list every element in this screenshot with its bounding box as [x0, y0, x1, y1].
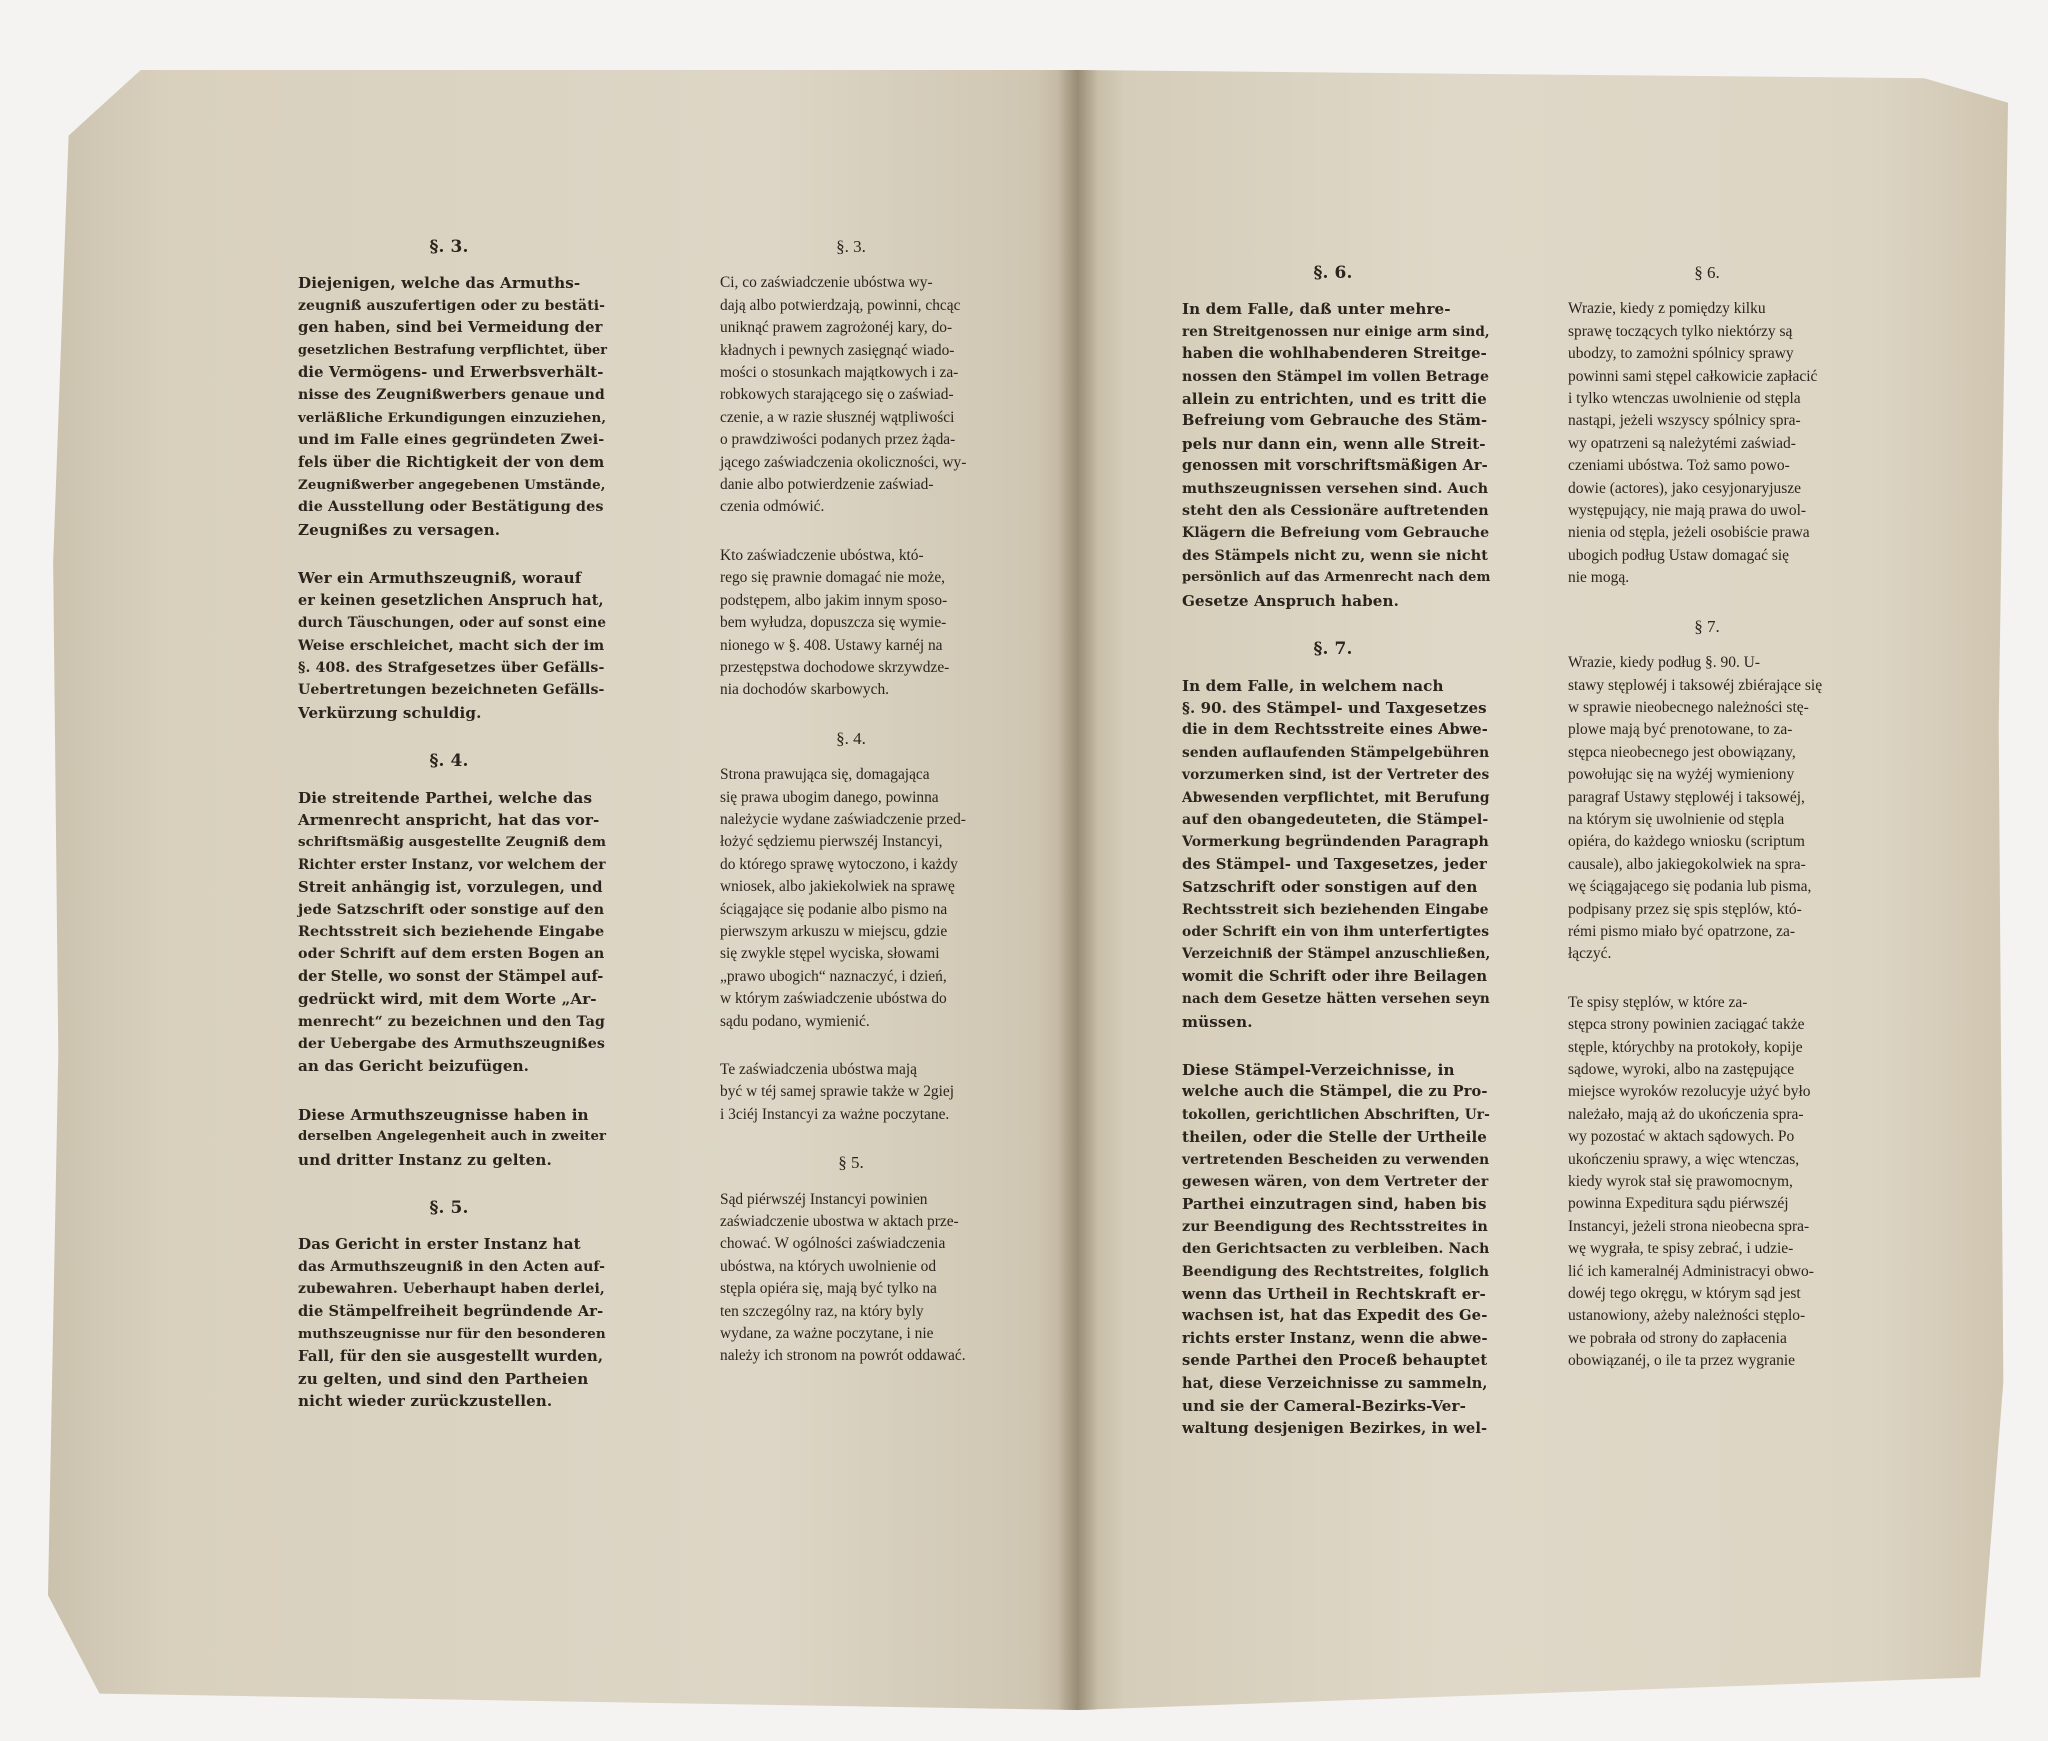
- text-line: menrecht“ zu bezeichnen und den Tag: [298, 1013, 605, 1030]
- text-line: chować. W ogólności zaświadczenia: [720, 1235, 946, 1253]
- text-line: nienia od stępla, jeżeli osobiście prawa: [1568, 524, 1810, 542]
- text-line: gewesen wären, von dem Vertreter der: [1182, 1174, 1489, 1191]
- text-line: Diejenigen, welche das Armuths-: [298, 274, 581, 293]
- paragraph: [268, 567, 630, 724]
- text-line: an das Gericht beizufügen.: [298, 1057, 530, 1076]
- text-line: Armenrecht anspricht, hat das vor-: [298, 810, 600, 829]
- text-line: miejsce wyroków rezolucyje użyć było: [1568, 1083, 1811, 1101]
- text-line: bem wyłudza, dopuszcza się wymie-: [720, 614, 947, 632]
- text-line: i 3ciéj Instancyi za ważne poczytane.: [720, 1105, 950, 1123]
- text-line: zur Beendigung des Rechtsstreites in: [1182, 1218, 1488, 1235]
- text-line: nia dochodów skarbowych.: [720, 681, 890, 699]
- text-line: nionego w §. 408. Ustawy karnéj na: [720, 636, 943, 654]
- text-line: schriftsmäßig ausgestellte Zeugniß dem: [298, 834, 607, 851]
- text-line: die Ausstellung oder Bestätigung des: [298, 499, 604, 516]
- text-line: richts erster Instanz, wenn die abwe-: [1182, 1329, 1488, 1347]
- text-line: należy ich stronom na powrót oddawać.: [720, 1347, 966, 1365]
- text-line: die Stämpelfreiheit begründende Ar-: [298, 1302, 604, 1320]
- text-line: Rechtsstreit sich beziehenden Eingabe: [1182, 901, 1489, 918]
- text-line: należycie wydane zaświadczenie przed-: [720, 810, 966, 828]
- text-line: Verkürzung schuldig.: [298, 703, 482, 722]
- paragraph: [690, 272, 1012, 518]
- section-heading: § 6.: [1694, 263, 1720, 282]
- text-line: stępla opiéra się, mają być tylko na: [720, 1280, 937, 1298]
- section-heading: §. 6.: [1313, 263, 1353, 283]
- text-line: der Stelle, wo sonst der Stämpel auf-: [298, 967, 604, 985]
- text-line: hat, diese Verzeichnisse zu sammeln,: [1182, 1374, 1488, 1392]
- text-line: na którym się uwolnienie od stępla: [1568, 810, 1785, 828]
- text-line: ubogich podług Ustaw domagać się: [1568, 546, 1790, 564]
- text-line: die Vermögens- und Erwerbsverhält-: [298, 364, 604, 382]
- text-line: nossen den Stämpel im vollen Betrage: [1182, 368, 1490, 385]
- text-line: dają albo potwierdzają, powinni, chcąc: [720, 296, 961, 314]
- text-line: występujący, nie mają prawa do uwol-: [1568, 502, 1807, 520]
- text-line: In dem Falle, in welchem nach: [1182, 676, 1444, 695]
- text-line: sprawę toczących tylko niektórzy są: [1568, 322, 1793, 340]
- text-line: senden auflaufenden Stämpelgebühren: [1182, 744, 1490, 761]
- text-line: und im Falle eines gegründeten Zwei-: [298, 432, 605, 449]
- right-page-polish-column: [1538, 262, 1876, 1399]
- text-line: podpisany przez się spis stęplów, któ-: [1568, 900, 1802, 918]
- text-line: Instancyi, jeżeli strona nieobecna spra-: [1568, 1217, 1810, 1235]
- text-line: zubewahren. Ueberhaupt haben derlei,: [298, 1281, 605, 1298]
- text-line: haben die wohlhabenderen Streitge-: [1182, 345, 1487, 363]
- text-line: ren Streitgenossen nur einige arm sind,: [1182, 323, 1490, 340]
- text-line: Gesetze Anspruch haben.: [1182, 591, 1399, 610]
- text-line: Richter erster Instanz, vor welchem der: [298, 856, 606, 873]
- text-line: er keinen gesetzlichen Anspruch hat,: [298, 591, 604, 609]
- text-line: Befreiung vom Gebrauche des Stäm-: [1182, 412, 1488, 430]
- text-line: wenn das Urtheil in Rechtskraft er-: [1182, 1285, 1486, 1304]
- text-line: und sie der Cameral-Bezirks-Ver-: [1182, 1397, 1466, 1416]
- section-heading: §. 4.: [836, 728, 866, 748]
- text-line: womit die Schrift oder ihre Beilagen: [1182, 967, 1488, 985]
- text-line: kiedy wyrok stał się prawomocnym,: [1568, 1173, 1793, 1191]
- text-line: sądowe, wyroki, albo na zastępujące: [1568, 1061, 1795, 1078]
- text-line: lić ich kameralnéj Administracyi obwo-: [1568, 1262, 1814, 1280]
- text-line: Zeugnißwerber angegebenen Umstände,: [298, 477, 606, 494]
- paragraph: [1152, 675, 1514, 1034]
- text-line: vorzumerken sind, ist der Vertreter des: [1182, 767, 1490, 784]
- text-line: oder Schrift ein von ihm unterfertigtes: [1182, 923, 1490, 940]
- text-line: powinni sami stępel całkowicie zapłacić: [1568, 367, 1818, 385]
- text-line: czenia odmówić.: [720, 498, 825, 516]
- section-heading: §. 7.: [1313, 639, 1353, 660]
- text-line: stawy stęplowéj i taksowéj zbiérające się: [1568, 676, 1823, 694]
- text-line: welche auch die Stämpel, die zu Pro-: [1182, 1083, 1488, 1101]
- text-line: powinna Expeditura sądu piérwszéj: [1568, 1195, 1789, 1213]
- text-line: łożyć sędziemu pierwszéj Instancyi,: [720, 833, 943, 851]
- text-line: Vormerkung begründenden Paragraph: [1182, 834, 1489, 851]
- text-line: opiéra, do każdego wniosku (scriptum: [1568, 833, 1805, 851]
- text-line: muthszeugnissen versehen sind. Auch: [1182, 480, 1489, 497]
- paragraph: [1538, 652, 1876, 966]
- left-page-polish-column: [690, 236, 1012, 1394]
- paragraph: [690, 1059, 1012, 1126]
- text-line: Wrazie, kiedy podług §. 90. U-: [1568, 654, 1761, 672]
- text-line: ukończeniu sprawy, a więc wtenczas,: [1568, 1150, 1800, 1168]
- text-line: Te zaświadczenia ubóstwa mają: [720, 1061, 917, 1078]
- text-line: gesetzlichen Bestrafung verpflichtet, über: [298, 342, 608, 358]
- text-line: powołując się na wyżéj wymieniony: [1568, 766, 1795, 784]
- text-line: stępca nieobecnego jest obowiązany,: [1568, 743, 1796, 761]
- text-line: durch Täuschungen, oder auf sonst eine: [298, 615, 607, 632]
- text-line: zeugniß auszufertigen oder zu bestäti-: [298, 297, 606, 314]
- text-line: verläßliche Erkundigungen einzuziehen,: [298, 409, 607, 426]
- text-line: danie albo potwierdzenie zaświad-: [720, 476, 934, 494]
- text-line: pierwszym arkuszu w miejscu, gdzie: [720, 922, 948, 940]
- text-line: Parthei einzutragen sind, haben bis: [1182, 1195, 1487, 1214]
- text-line: Kto zaświadczenie ubóstwa, któ-: [720, 546, 924, 564]
- text-line: ubóstwa, na których uwolnienie od: [720, 1257, 937, 1275]
- text-line: jącego zaświadczenia okoliczności, wy-: [720, 453, 967, 471]
- text-line: der Uebergabe des Armuthszeugnißes: [298, 1036, 605, 1052]
- section-heading: § 7.: [1694, 616, 1720, 636]
- text-line: oder Schrift auf dem ersten Bogen an: [298, 946, 605, 963]
- paragraph: [690, 545, 1012, 702]
- text-line: Wer ein Armuthszeugniß, worauf: [298, 569, 582, 588]
- paragraph: [1538, 298, 1876, 589]
- text-line: muthszeugnisse nur für den besonderen: [298, 1326, 606, 1343]
- right-page-german-column: [1152, 262, 1514, 1466]
- text-line: wniosek, albo jakiekolwiek na sprawę: [720, 878, 955, 896]
- text-line: uniknąć prawem zagrożonéj kary, do-: [720, 319, 953, 337]
- text-line: Sąd piérwszéj Instancyi powinien: [720, 1190, 928, 1208]
- text-line: czeniami ubóstwa. Toż samo powo-: [1568, 457, 1790, 475]
- text-line: theilen, oder die Stelle der Urtheile: [1182, 1128, 1487, 1147]
- section-heading: § 5.: [838, 1153, 864, 1173]
- text-line: mości o stosunkach majątkowych i za-: [720, 364, 959, 382]
- text-line: sądu podano, wymienić.: [720, 1012, 870, 1030]
- text-line: Te spisy stęplów, w które za-: [1568, 993, 1748, 1011]
- text-line: Diese Armuthszeugnisse haben in: [298, 1105, 589, 1124]
- text-line: Abwesenden verpflichtet, mit Berufung: [1182, 789, 1490, 806]
- paragraph: [690, 764, 1012, 1033]
- text-line: przestępstwa dochodowe skrzywdze-: [720, 658, 950, 676]
- text-line: rémi pismo miało być opatrzone, za-: [1568, 922, 1796, 940]
- text-line: Klägern die Befreiung vom Gebrauche: [1182, 525, 1490, 542]
- text-line: do którego sprawę wytoczono, i każdy: [720, 855, 958, 873]
- text-line: czenie, a w razie słusznéj wątpliwości: [720, 408, 955, 426]
- text-line: stępca strony powinien zaciągać także: [1568, 1016, 1805, 1034]
- text-line: plowe mają być prenotowane, to za-: [1568, 721, 1793, 739]
- text-line: und dritter Instanz zu gelten.: [298, 1150, 552, 1169]
- text-line: wachsen ist, hat das Expedit des Ge-: [1182, 1307, 1488, 1325]
- text-line: obowiązanéj, o ile ta przez wygranie: [1568, 1352, 1795, 1370]
- text-line: Wrazie, kiedy z pomiędzy kilku: [1568, 300, 1766, 318]
- text-line: robkowych starającego się o zaświad-: [720, 386, 954, 404]
- text-line: das Armuthszeugniß in den Acten auf-: [298, 1258, 606, 1275]
- text-line: Das Gericht in erster Instanz hat: [298, 1235, 581, 1254]
- text-line: nastąpi, jeżeli wszyscy spólnicy spra-: [1568, 412, 1801, 430]
- text-line: Beendigung des Rechtstreites, folglich: [1182, 1263, 1490, 1280]
- paragraph: [690, 1189, 1012, 1368]
- text-line: dowie (actores), jako cesyjonaryjusze: [1568, 479, 1802, 497]
- text-line: Uebertretungen bezeichneten Gefälls-: [298, 682, 605, 699]
- text-line: o prawdziwości podanych przez żąda-: [720, 431, 956, 449]
- paragraph: [1152, 298, 1514, 612]
- text-line: ten szczególny raz, na który byly: [720, 1302, 924, 1320]
- text-line: die in dem Rechtsstreite eines Abwe-: [1182, 721, 1488, 739]
- text-line: nie mogą.: [1568, 569, 1630, 587]
- paragraph: [268, 1104, 630, 1171]
- text-line: den Gerichtsacten zu verbleiben. Nach: [1182, 1241, 1490, 1258]
- text-line: nach dem Gesetze hätten versehen seyn: [1182, 991, 1490, 1008]
- text-line: pels nur dann ein, wenn alle Streit-: [1182, 434, 1486, 453]
- section-heading: §. 4.: [429, 751, 469, 772]
- text-line: dowéj tego okręgu, w którym sąd jest: [1568, 1285, 1801, 1303]
- text-line: derselben Angelegenheit auch in zweiter: [298, 1129, 607, 1145]
- text-line: nicht wieder zurückzustellen.: [298, 1392, 553, 1411]
- text-line: des Stämpel- und Taxgesetzes, jeder: [1182, 855, 1487, 873]
- text-line: Verzeichniß der Stämpel anzuschließen,: [1182, 946, 1491, 963]
- text-line: kładnych i pewnych zasięgnąć wiado-: [720, 341, 955, 359]
- text-line: zaświadczenie ubostwa w aktach prze-: [720, 1213, 959, 1231]
- section-heading: §. 3.: [836, 237, 866, 256]
- text-line: paragraf Ustawy stęplowéj i taksowéj,: [1568, 788, 1805, 806]
- text-line: Zeugnißes zu versagen.: [298, 520, 501, 539]
- text-line: ściągające się podanie albo pismo na: [720, 900, 948, 918]
- text-line: się prawa ubogim danego, powinna: [720, 788, 939, 806]
- text-line: In dem Falle, daß unter mehre-: [1182, 300, 1451, 319]
- text-line: wę ściągającego się podania lub pisma,: [1568, 878, 1812, 896]
- section-heading: §. 3.: [429, 237, 469, 257]
- text-line: „prawo ubogich“ naznaczyć, i dzień,: [720, 967, 947, 985]
- text-line: Satzschrift oder sonstigen auf den: [1182, 878, 1478, 897]
- text-line: wy opatrzeni są należytémi zaświad-: [1568, 434, 1796, 452]
- text-line: się zwykle stępel wyciska, słowami: [720, 945, 940, 963]
- text-line: jede Satzschrift oder sonstige auf den: [298, 901, 605, 918]
- text-line: sende Parthei den Proceß behauptet: [1182, 1352, 1488, 1370]
- text-line: być w téj samej sprawie także w 2giej: [720, 1083, 955, 1101]
- text-line: causale), albo jakiegokolwiek na spra-: [1568, 855, 1806, 873]
- text-line: §. 90. des Stämpel- und Taxgesetzes: [1182, 698, 1487, 717]
- text-line: i tylko wtenczas uwolnienie od stępla: [1568, 390, 1801, 408]
- text-line: nisse des Zeugnißwerbers genaue und: [298, 387, 605, 404]
- text-line: ustanowiony, ażeby należności stęplo-: [1568, 1307, 1806, 1325]
- left-page-german-column: [268, 236, 630, 1439]
- text-line: zu gelten, und sind den Partheien: [298, 1369, 589, 1388]
- paragraph: [268, 1233, 630, 1412]
- text-line: ubodzy, to zamożni spólnicy sprawy: [1568, 345, 1794, 363]
- text-line: wę wygrała, te spisy zebrać, i udzie-: [1568, 1240, 1794, 1258]
- text-line: allein zu entrichten, und es tritt die: [1182, 390, 1487, 409]
- text-line: §. 408. des Strafgesetzes über Gefälls-: [298, 659, 605, 676]
- text-line: Streit anhängig ist, vorzulegen, und: [298, 878, 603, 897]
- text-line: Strona prawująca się, domagająca: [720, 766, 930, 784]
- section-heading: §. 5.: [429, 1198, 469, 1219]
- text-line: Ci, co zaświadczenie ubóstwa wy-: [720, 274, 933, 292]
- text-line: fels über die Richtigkeit der von dem: [298, 453, 605, 471]
- text-line: persönlich auf das Armenrecht nach dem: [1182, 570, 1491, 586]
- text-line: rego się prawnie domagać nie może,: [720, 569, 946, 587]
- text-line: Rechtsstreit sich beziehende Eingabe: [298, 923, 605, 940]
- text-line: wy pozostać w aktach sądowych. Po: [1568, 1128, 1795, 1146]
- text-line: des Stämpels nicht zu, wenn sie nicht: [1182, 547, 1488, 564]
- text-line: tokollen, gerichtlichen Abschriften, Ur-: [1182, 1106, 1490, 1123]
- text-line: Fall, für den sie ausgestellt wurden,: [298, 1347, 604, 1366]
- text-line: Weise erschleichet, macht sich der im: [298, 637, 605, 654]
- paragraph: [268, 787, 630, 1078]
- text-line: gedrückt wird, mit dem Worte „Ar-: [298, 990, 597, 1009]
- paragraph: [1538, 992, 1876, 1373]
- text-line: we pobrała od strony do zapłacenia: [1568, 1329, 1787, 1347]
- text-line: vertretenden Bescheiden zu verwenden: [1182, 1151, 1490, 1168]
- text-line: wydane, za ważne poczytane, i nie: [720, 1325, 934, 1343]
- paragraph: [268, 272, 630, 541]
- text-line: w sprawie nieobecnego należności stę-: [1568, 698, 1809, 716]
- text-line: genossen mit vorschriftsmäßigen Ar-: [1182, 457, 1488, 475]
- text-line: steht den als Cessionäre auftretenden: [1182, 503, 1489, 520]
- text-line: w którym zaświadczenie ubóstwa do: [720, 990, 947, 1008]
- text-line: müssen.: [1182, 1012, 1253, 1031]
- text-line: stęple, którychby na protokoły, kopije: [1568, 1038, 1803, 1056]
- text-line: należało, mają aż do ukończenia spra-: [1568, 1105, 1804, 1123]
- text-line: waltung desjenigen Bezirkes, in wel-: [1182, 1419, 1488, 1437]
- text-line: Diese Stämpel-Verzeichnisse, in: [1182, 1061, 1455, 1079]
- text-line: łączyć.: [1568, 945, 1612, 963]
- paragraph: [1152, 1059, 1514, 1440]
- text-line: auf den obangedeuteten, die Stämpel-: [1182, 811, 1489, 828]
- text-line: gen haben, sind bei Vermeidung der: [298, 319, 603, 337]
- text-line: Die streitende Parthei, welche das: [298, 788, 593, 807]
- text-line: podstępem, albo jakim innym sposo-: [720, 591, 948, 609]
